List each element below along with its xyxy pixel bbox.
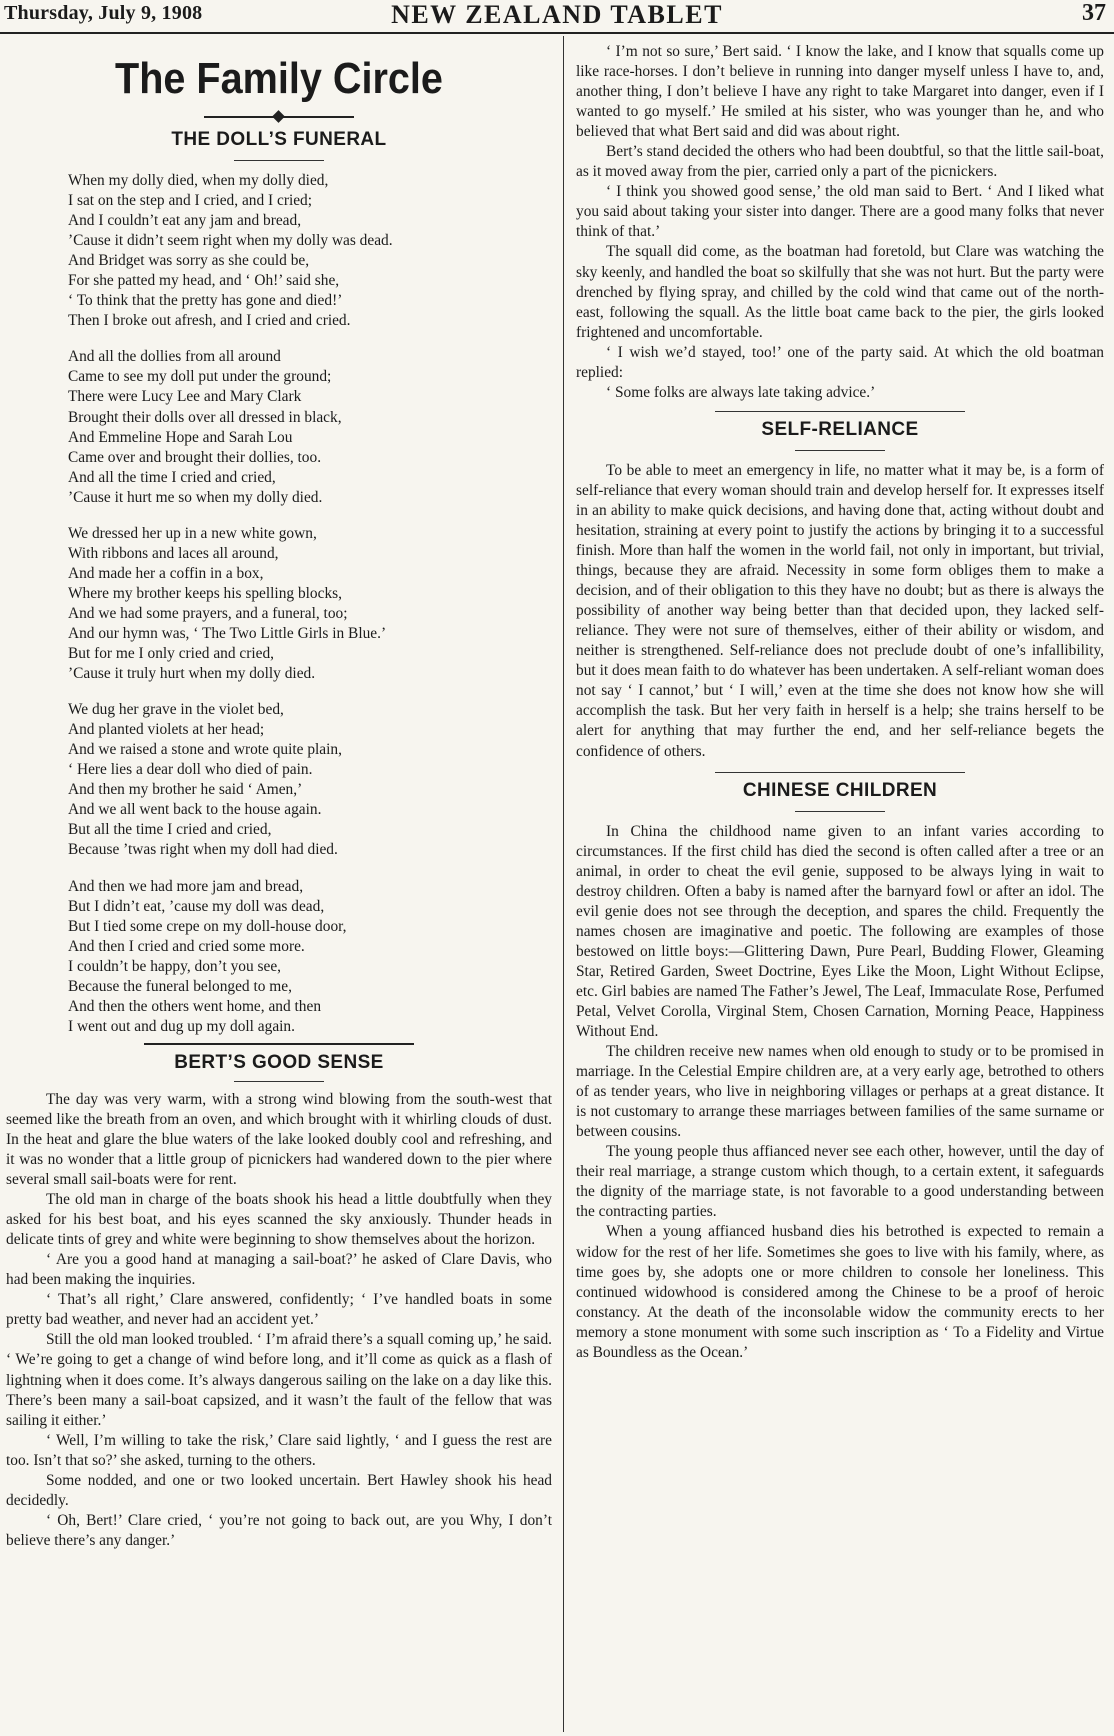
stanza (68, 524, 552, 684)
poem-line: I couldn’t be happy, don’t you see, (68, 957, 282, 975)
paragraph: The young people thus affianced never see each other, however, until the day of their real marriage, a strange custom which though, to a certain extent, it safeguards the dignity of the marriage state, is not favorable to a good understanding between the contracting parties. (576, 1143, 1104, 1221)
section-title: The Family Circle (115, 54, 443, 103)
right-column (576, 42, 1104, 1363)
poem-line: ‘ To think that the pretty has gone and died!’ (68, 292, 343, 310)
poem-line: And then I cried and cried some more. (68, 937, 305, 955)
berts-good-sense-body (6, 1090, 552, 1551)
issue-date: Thursday, July 9, 1908 (4, 2, 203, 24)
poem-line: And then we had more jam and bread, (68, 877, 304, 895)
paragraph: ‘ I think you showed good sense,’ the old man said to Bert. ‘ And I liked what you said about taking your sister into danger. There are a good many folks that never think of that.’ (576, 183, 1104, 241)
paragraph: When a young affianced husband dies his betrothed is expected to remain a widow for the rest of her life. Sometimes she goes to live with his family, where, as time goes by, she adopts one or more children to console her loneliness. This continued widowhood is considered among the Chinese to be a proof of heroic constancy. At the death of the inconsolable widow the community erects to her memory a stone monument with some such inscription as ‘ To a Fidelity and Virtue as Boundless as the Ocean.’ (576, 1223, 1104, 1361)
section-rule (715, 772, 965, 773)
poem-line: We dug her grave in the violet bed, (68, 701, 284, 719)
poem-line: And all the time I cried and cried, (68, 468, 276, 486)
poem-line: Came to see my doll put under the ground; (68, 368, 332, 386)
poem-line: Then I broke out afresh, and I cried and cried. (68, 312, 351, 330)
stanza (68, 700, 552, 860)
paragraph: In China the childhood name given to an infant varies according to circumstances. If the first child has died the second is often called after a tree or an animal, in order to cheat the evil genie, supposed to be always lying in wait to destroy children. Often a baby is named after the barnyard fowl or after an idol. The evil genie does not see through the deception, and spares the child. Frequently the names chosen are imaginative and poetic. The following are examples of those bestowed on little boys:—Glittering Dawn, Pure Pearl, Budding Flower, Gleaming Star, Retired Garden, Sweet Doctrine, Eyes Like the Moon, Light Without Eclipse, etc. Girl babies are named The Father’s Jewel, The Leaf, Immaculate Rose, Perfumed Petal, Velvet Corolla, Virginal Stem, Chosen Carnation, Morning Peace, Happiness Without End. (576, 822, 1104, 1041)
poem-line: And I couldn’t eat any jam and bread, (68, 212, 302, 230)
poem-line: ’Cause it truly hurt when my dolly died. (68, 665, 316, 683)
section-rule (715, 411, 965, 412)
poem-line: And then my brother he said ‘ Amen,’ (68, 781, 303, 799)
paragraph: ‘ Well, I’m willing to take the risk,’ Clare said lightly, ‘ and I guess the rest are too. Isn’t that so?’ she asked, turning to the others. (6, 1431, 552, 1469)
paragraph: To be able to meet an emergency in life, no matter what it may be, is a form of self-reliance that every woman should train and develop herself for. It expresses itself in an ability to make quick decisions, and having done that, acting without doubt and hesitation, straining at every point to justify the actions by bringing it to a successful finish. More than half the women in the world fail, not only in important, but trivial, things, because they are afraid. Necessity in some form obliges them to make a decision, and of their obligation to this they have no doubt; but as there is always the possibility of another way being better than that decided upon, they lacked self-reliance. They were not sure of themselves, either of their ability or wisdom, and neither is strengthened. Self-reliance does not preclude doubt of one’s infallibility, but it does mean faith to do whatever has been undertaken. A self-reliant woman does not say ‘ I cannot,’ but ‘ I will,’ even at the time she does not know how she will accomplish the task. But her very faith in herself is a help; she trains herself to be alert for anything that may further the end, and her self-reliance begets the confidence of others. (576, 461, 1104, 760)
poem-line: Brought their dolls over all dressed in black, (68, 408, 342, 426)
poem-line: And Emmeline Hope and Sarah Lou (68, 428, 293, 446)
paragraph: The day was very warm, with a strong wind blowing from the south-west that seemed like the breath from an oven, and which brought with it whirling clouds of dust. In the heat and glare the blue waters of the lake looked doubly cool and refreshing, and it was no wonder that a little group of picnickers had wandered down to the pier where several small sail-boats were for rent. (6, 1090, 552, 1189)
self-reliance-body (576, 461, 1104, 762)
poem-line: With ribbons and laces all around, (68, 544, 279, 562)
stanza (68, 877, 552, 1037)
page-number: 37 (1082, 0, 1106, 26)
paragraph: ‘ That’s all right,’ Clare answered, confidently; ‘ I’ve handled boats in some pretty bad weather, and never had an accident yet.’ (6, 1291, 552, 1329)
poem-line: And we had some prayers, and a funeral, too; (68, 604, 348, 622)
poem-line: We dressed her up in a new white gown, (68, 524, 317, 542)
poem-line: And our hymn was, ‘ The Two Little Girls in Blue.’ (68, 624, 387, 642)
heading-rule (234, 160, 324, 161)
poem-line: And we raised a stone and wrote quite plain, (68, 741, 342, 759)
poem-line: But for me I only cried and cried, (68, 645, 274, 663)
masthead (0, 0, 1114, 34)
poem-line: Where my brother keeps his spelling blocks, (68, 584, 342, 602)
poem-line: Came over and brought their dollies, too. (68, 448, 322, 466)
heading-rule (795, 450, 885, 451)
poem-line: But I didn’t eat, ’cause my doll was dead, (68, 897, 325, 915)
poem-line: ’Cause it hurt me so when my dolly died. (68, 488, 323, 506)
paragraph: ‘ I wish we’d stayed, too!’ one of the party said. At which the old boatman replied: (576, 343, 1104, 381)
paragraph: ‘ I’m not so sure,’ Bert said. ‘ I know the lake, and I know that squalls come up like race-horses. I don’t believe in running into danger myself unless I have to, and, another thing, I don’t believe I have any right to take Margaret into danger, even if I wanted to go myself.’ He smiled at his sister, who was younger than he, and who believed that what Bert said and did was about right. (576, 43, 1104, 141)
dolls-funeral-poem (68, 171, 552, 1037)
newspaper-title: NEW ZEALAND TABLET (391, 0, 723, 29)
berts-good-sense-continued (576, 42, 1104, 403)
stanza (68, 171, 552, 331)
poem-line: And then the others went home, and then (68, 997, 322, 1015)
berts-good-sense-heading: BERT’S GOOD SENSE (144, 1043, 414, 1075)
poem-line: And all the dollies from all around (68, 348, 281, 366)
poem-line: ’Cause it didn’t seem right when my dolly was dead. (68, 232, 393, 250)
poem-line: For she patted my head, and ‘ Oh!’ said she, (68, 272, 340, 290)
paragraph: The old man in charge of the boats shook his head a little doubtfully when they asked for his best boat, and his eyes scanned the sky anxiously. Thunder heads in delicate tints of grey and white were beginning to show themselves about the horizon. (6, 1191, 552, 1249)
poem-line: And Bridget was sorry as she could be, (68, 252, 310, 270)
paragraph: The children receive new names when old enough to study or to be promised in marriage. In the Celestial Empire children are, at a very early age, betrothed to others of as tender years, who live in neighboring villages or perhaps at a great distance. It is not customary to arrange these marriages between families of the same surname or between cousins. (576, 1043, 1104, 1141)
poem-line: Because ’twas right when my doll had died. (68, 841, 338, 859)
poem-line: And made her a coffin in a box, (68, 564, 264, 582)
poem-line: I sat on the step and I cried, and I cried; (68, 192, 313, 210)
poem-line: When my dolly died, when my dolly died, (68, 172, 329, 189)
chinese-children-body (576, 822, 1104, 1363)
paragraph: Some nodded, and one or two looked uncertain. Bert Hawley shook his head decidedly. (6, 1471, 552, 1509)
paragraph: ‘ Are you a good hand at managing a sail-boat?’ he asked of Clare Davis, who had been making the inquiries. (6, 1251, 552, 1289)
self-reliance-heading: SELF-RELIANCE (761, 418, 919, 440)
heading-rule (795, 811, 885, 812)
ornament-divider (204, 112, 354, 122)
column-divider (563, 36, 564, 1732)
poem-line: ‘ Here lies a dear doll who died of pain. (68, 761, 313, 779)
stanza (68, 347, 552, 507)
heading-rule (234, 1081, 324, 1082)
poem-line: But all the time I cried and cried, (68, 821, 272, 839)
poem-line: And planted violets at her head; (68, 721, 265, 739)
chinese-children-heading: CHINESE CHILDREN (742, 779, 938, 801)
paragraph: The squall did come, as the boatman had foretold, but Clare was watching the sky keenly, and handled the boat so skilfully that she was not hurt. But the party were drenched by flying spray, and chilled by the cold wind that came out of the north-east, following the squall. As the little boat came back to the pier, the girls looked frightened and uncomfortable. (576, 243, 1104, 341)
dolls-funeral-heading: THE DOLL’S FUNERAL (171, 129, 387, 150)
paragraph: ‘ Some folks are always late taking advice.’ (606, 383, 876, 401)
paragraph: ‘ Oh, Bert!’ Clare cried, ‘ you’re not going to back out, are you Why, I don’t believe there’s any danger.’ (6, 1511, 552, 1549)
poem-line: But I tied some crepe on my doll-house door, (68, 917, 347, 935)
poem-line: Because the funeral belonged to me, (68, 977, 292, 995)
paragraph: Still the old man looked troubled. ‘ I’m afraid there’s a squall coming up,’ he said. ‘ We’re going to get a change of wind before long, and it’ll come as quick as a flash of lightning when it does come. It’s always dangerous sailing on the lake on a day like this. There’s been many a sail-boat capsized, and it wasn’t the fault of the fellow that was sailing it either.’ (6, 1331, 552, 1429)
paragraph: Bert’s stand decided the others who had been doubtful, so that the little sail-boat, as it moved away from the pier, carried only a part of the picnickers. (576, 143, 1104, 181)
poem-line: I went out and dug up my doll again. (68, 1017, 295, 1035)
left-column (6, 42, 552, 1551)
poem-line: And we all went back to the house again. (68, 801, 322, 819)
poem-line: There were Lucy Lee and Mary Clark (68, 388, 302, 406)
